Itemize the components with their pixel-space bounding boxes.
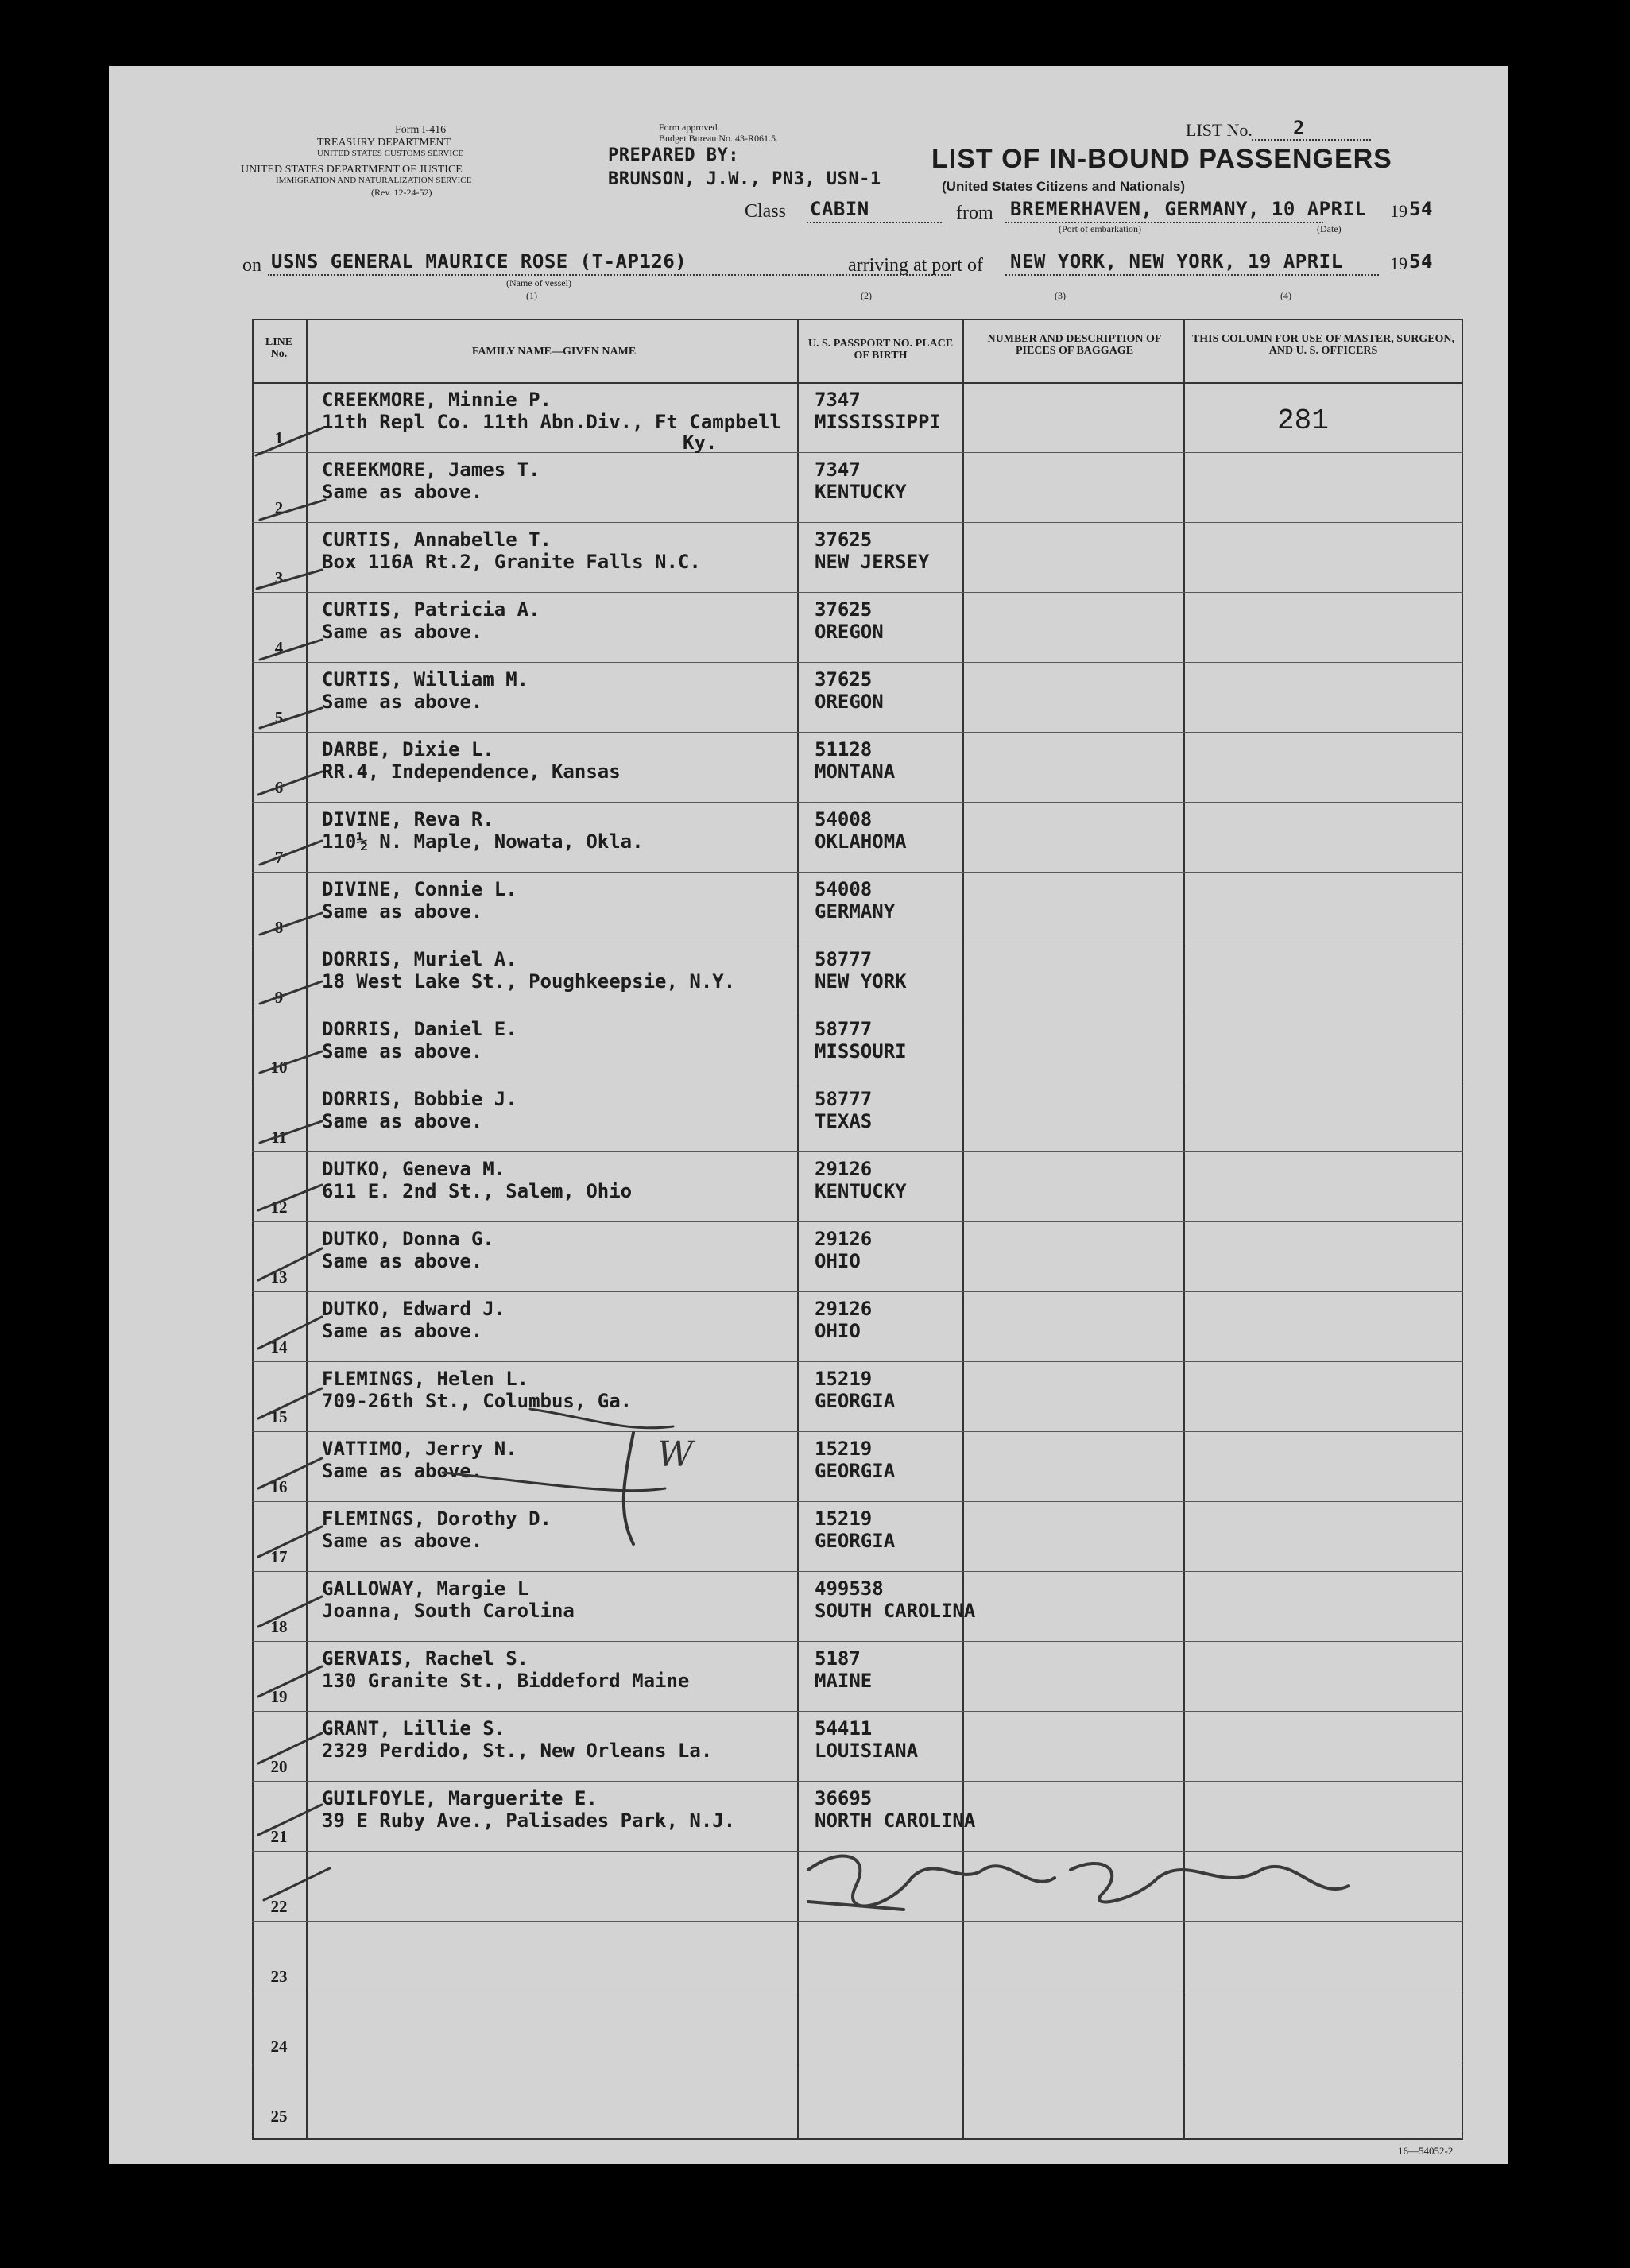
- vessel-caption: (Name of vessel): [506, 277, 571, 288]
- header-baggage: NUMBER AND DESCRIPTION OF PIECES OF BAGGAGE: [987, 333, 1162, 357]
- place-of-birth: OHIO: [815, 1320, 861, 1342]
- row-divider: [252, 1711, 1463, 1712]
- row-divider: [252, 1781, 1463, 1782]
- header-officers: THIS COLUMN FOR USE OF MASTER, SURGEON, AND U. S. OFFICERS: [1191, 333, 1455, 357]
- passport-number: 58777: [815, 948, 873, 970]
- passenger-name: CURTIS, Patricia A.: [322, 598, 540, 621]
- class-value: CABIN: [810, 198, 869, 220]
- row-divider: [252, 1151, 1463, 1152]
- form-title: LIST OF IN-BOUND PASSENGERS: [931, 144, 1392, 174]
- passenger-address: Same as above.: [322, 1460, 483, 1482]
- passenger-name: CREEKMORE, Minnie P.: [322, 389, 552, 411]
- passport-number: 29126: [815, 1298, 873, 1320]
- passenger-address: Same as above.: [322, 1250, 483, 1272]
- line-number: 21: [270, 1827, 288, 1846]
- passenger-address: Same as above.: [322, 1320, 483, 1342]
- list-no-underline: [1252, 139, 1371, 141]
- place-of-birth: GERMANY: [815, 900, 896, 923]
- arriving-label: arriving at port of: [848, 255, 983, 276]
- line-number: 19: [270, 1687, 288, 1706]
- on-label: on: [242, 255, 261, 276]
- column-number-1: (1): [526, 290, 537, 301]
- line-number: 4: [274, 638, 284, 657]
- passenger-name: DUTKO, Edward J.: [322, 1298, 506, 1320]
- officer-note: 281: [1277, 404, 1329, 437]
- place-of-birth: MAINE: [815, 1670, 873, 1692]
- passenger-address: RR.4, Independence, Kansas: [322, 761, 621, 783]
- line-number: 10: [270, 1058, 288, 1077]
- passport-number: 15219: [815, 1438, 873, 1460]
- passenger-name: DORRIS, Muriel A.: [322, 948, 517, 970]
- place-of-birth: MISSOURI: [815, 1040, 907, 1062]
- passport-number: 54008: [815, 878, 873, 900]
- passenger-address: Same as above.: [322, 691, 483, 713]
- list-number: 2: [1293, 117, 1305, 139]
- header-divider: [252, 382, 1463, 384]
- place-of-birth: MISSISSIPPI: [815, 411, 941, 433]
- passenger-address: 18 West Lake St., Poughkeepsie, N.Y.: [322, 970, 736, 993]
- line-number: 18: [270, 1617, 288, 1636]
- passenger-address: Joanna, South Carolina: [322, 1600, 575, 1622]
- line-number: 11: [271, 1128, 287, 1147]
- row-divider: [252, 1291, 1463, 1292]
- passport-number: 51128: [815, 738, 873, 761]
- header-name: FAMILY NAME—GIVEN NAME: [471, 346, 637, 358]
- line-number: 9: [274, 988, 284, 1007]
- passport-number: 54008: [815, 808, 873, 830]
- passenger-address: Same as above.: [322, 621, 483, 643]
- place-of-birth: OREGON: [815, 691, 884, 713]
- header-line-no: LINE No.: [265, 336, 293, 360]
- line-number: 15: [270, 1407, 288, 1426]
- ins-service: IMMIGRATION AND NATURALIZATION SERVICE: [276, 176, 472, 185]
- line-number: 23: [270, 1967, 288, 1986]
- place-of-birth: MONTANA: [815, 761, 896, 783]
- passenger-address: Box 116A Rt.2, Granite Falls N.C.: [322, 551, 701, 573]
- from-underline: [1005, 222, 1323, 223]
- passport-number: 36695: [815, 1787, 873, 1809]
- row-divider: [252, 522, 1463, 523]
- passenger-name: CURTIS, William M.: [322, 668, 529, 691]
- line-number: 16: [270, 1477, 288, 1496]
- passport-number: 29126: [815, 1158, 873, 1180]
- form-subtitle: (United States Citizens and Nationals): [942, 179, 1186, 194]
- line-number: 22: [270, 1897, 288, 1916]
- passenger-address: 611 E. 2nd St., Salem, Ohio: [322, 1180, 633, 1202]
- from-label: from: [956, 203, 993, 223]
- place-of-birth: TEXAS: [815, 1110, 873, 1132]
- passenger-name: DUTKO, Geneva M.: [322, 1158, 506, 1180]
- row-divider: [252, 1851, 1463, 1852]
- line-number: 20: [270, 1757, 288, 1776]
- row-divider: [252, 1221, 1463, 1222]
- row-divider: [252, 1921, 1463, 1922]
- prepared-by: BRUNSON, J.W., PN3, USN-1: [608, 169, 881, 189]
- class-label: Class: [745, 201, 787, 222]
- passenger-address-continued: Ky.: [683, 432, 718, 454]
- passenger-name: CREEKMORE, James T.: [322, 459, 540, 481]
- passenger-name: CURTIS, Annabelle T.: [322, 528, 552, 551]
- place-of-birth: GEORGIA: [815, 1390, 896, 1412]
- passport-number: 37625: [815, 598, 873, 621]
- place-of-birth: LOUISIANA: [815, 1740, 919, 1762]
- line-number: 2: [274, 498, 284, 517]
- column-number-2: (2): [861, 290, 872, 301]
- port-of-arrival: NEW YORK, NEW YORK, 19 APRIL: [1010, 250, 1343, 273]
- line-number: 25: [270, 2107, 288, 2126]
- port-of-embarkation: BREMERHAVEN, GERMANY, 10 APRIL: [1010, 198, 1367, 220]
- department-name: TREASURY DEPARTMENT: [317, 137, 451, 149]
- row-divider: [252, 452, 1463, 453]
- column-number-4: (4): [1280, 290, 1291, 301]
- line-number: 13: [270, 1268, 288, 1287]
- row-divider: [252, 1641, 1463, 1642]
- passport-number: 15219: [815, 1507, 873, 1530]
- line-number: 17: [270, 1547, 288, 1566]
- passport-number: 54411: [815, 1717, 873, 1740]
- passport-number: 15219: [815, 1368, 873, 1390]
- form-number: Form I-416: [395, 124, 447, 136]
- passenger-name: GALLOWAY, Margie L: [322, 1577, 529, 1600]
- place-of-birth: GEORGIA: [815, 1460, 896, 1482]
- row-divider: [252, 802, 1463, 803]
- line-number: 6: [274, 778, 284, 797]
- line-number: 3: [274, 568, 284, 587]
- place-of-birth: NEW JERSEY: [815, 551, 930, 573]
- passport-number: 7347: [815, 389, 861, 411]
- passenger-name: FLEMINGS, Dorothy D.: [322, 1507, 552, 1530]
- arriving-underline: [1005, 274, 1379, 276]
- line-number: 12: [270, 1198, 288, 1217]
- arrive-year-prefix: 19: [1390, 254, 1407, 273]
- arrive-year: 54: [1409, 250, 1433, 273]
- passenger-address: 11th Repl Co. 11th Abn.Div., Ft Campbell: [322, 411, 781, 433]
- passport-number: 5187: [815, 1647, 861, 1670]
- port-caption: (Port of embarkation): [1059, 223, 1141, 234]
- prepared-by-label: PREPARED BY:: [608, 145, 739, 165]
- line-number: 5: [274, 708, 284, 727]
- passenger-name: DORRIS, Bobbie J.: [322, 1088, 517, 1110]
- passenger-name: DUTKO, Donna G.: [322, 1228, 494, 1250]
- passenger-address: 2329 Perdido, St., New Orleans La.: [322, 1740, 713, 1762]
- line-number: 14: [270, 1337, 288, 1357]
- passenger-name: DARBE, Dixie L.: [322, 738, 494, 761]
- passenger-name: GRANT, Lillie S.: [322, 1717, 506, 1740]
- row-divider: [252, 1431, 1463, 1432]
- row-divider: [252, 592, 1463, 593]
- passport-number: 499538: [815, 1577, 884, 1600]
- column-number-3: (3): [1055, 290, 1066, 301]
- passenger-name: VATTIMO, Jerry N.: [322, 1438, 517, 1460]
- place-of-birth: SOUTH CAROLINA: [815, 1600, 976, 1622]
- row-divider: [252, 1501, 1463, 1502]
- place-of-birth: KENTUCKY: [815, 1180, 907, 1202]
- line-number: 8: [274, 918, 284, 937]
- row-divider: [252, 732, 1463, 733]
- passport-number: 29126: [815, 1228, 873, 1250]
- approval-note: Form approved.: [659, 122, 720, 133]
- passenger-address: 39 E Ruby Ave., Palisades Park, N.J.: [322, 1809, 736, 1832]
- passenger-address: Same as above.: [322, 1040, 483, 1062]
- form-revision: (Rev. 12-24-52): [371, 187, 432, 198]
- list-no-label: LIST No.: [1186, 120, 1253, 140]
- passenger-list-form: [109, 66, 1508, 2164]
- class-underline: [807, 222, 942, 223]
- passenger-address: Same as above.: [322, 1530, 483, 1552]
- passport-number: 7347: [815, 459, 861, 481]
- vessel-name: USNS GENERAL MAURICE ROSE (T-AP126): [271, 250, 687, 273]
- place-of-birth: OKLAHOMA: [815, 830, 907, 853]
- passenger-name: GERVAIS, Rachel S.: [322, 1647, 529, 1670]
- handwritten-annotation: W: [657, 1434, 694, 1475]
- customs-service: UNITED STATES CUSTOMS SERVICE: [317, 149, 464, 158]
- passport-number: 37625: [815, 668, 873, 691]
- place-of-birth: OREGON: [815, 621, 884, 643]
- from-year: 54: [1409, 198, 1433, 220]
- row-divider: [252, 1571, 1463, 1572]
- place-of-birth: GEORGIA: [815, 1530, 896, 1552]
- passenger-address: Same as above.: [322, 481, 483, 503]
- passenger-address: Same as above.: [322, 900, 483, 923]
- passenger-address: 709-26th St., Columbus, Ga.: [322, 1390, 633, 1412]
- row-divider: [252, 1361, 1463, 1362]
- line-number: 7: [274, 848, 284, 867]
- place-of-birth: NORTH CAROLINA: [815, 1809, 976, 1832]
- from-year-prefix: 19: [1390, 201, 1407, 221]
- line-number: 24: [270, 2037, 288, 2056]
- header-passport: U. S. PASSPORT NO. PLACE OF BIRTH: [807, 338, 954, 362]
- row-divider: [252, 872, 1463, 873]
- passenger-address: 130 Granite St., Biddeford Maine: [322, 1670, 690, 1692]
- date-caption: (Date): [1317, 223, 1342, 234]
- line-number: 1: [274, 428, 284, 447]
- place-of-birth: OHIO: [815, 1250, 861, 1272]
- passenger-name: FLEMINGS, Helen L.: [322, 1368, 529, 1390]
- passenger-address: 110½ N. Maple, Nowata, Okla.: [322, 830, 644, 853]
- passenger-name: DIVINE, Connie L.: [322, 878, 517, 900]
- justice-department: UNITED STATES DEPARTMENT OF JUSTICE: [241, 164, 463, 176]
- passenger-address: Same as above.: [322, 1110, 483, 1132]
- passenger-name: GUILFOYLE, Marguerite E.: [322, 1787, 598, 1809]
- passenger-name: DIVINE, Reva R.: [322, 808, 494, 830]
- passport-number: 37625: [815, 528, 873, 551]
- passport-number: 58777: [815, 1018, 873, 1040]
- budget-bureau: Budget Bureau No. 43-R061.5.: [659, 133, 778, 144]
- place-of-birth: NEW YORK: [815, 970, 907, 993]
- passenger-name: DORRIS, Daniel E.: [322, 1018, 517, 1040]
- passport-number: 58777: [815, 1088, 873, 1110]
- place-of-birth: KENTUCKY: [815, 481, 907, 503]
- row-divider: [252, 662, 1463, 663]
- footer-code: 16—54052-2: [1398, 2145, 1454, 2157]
